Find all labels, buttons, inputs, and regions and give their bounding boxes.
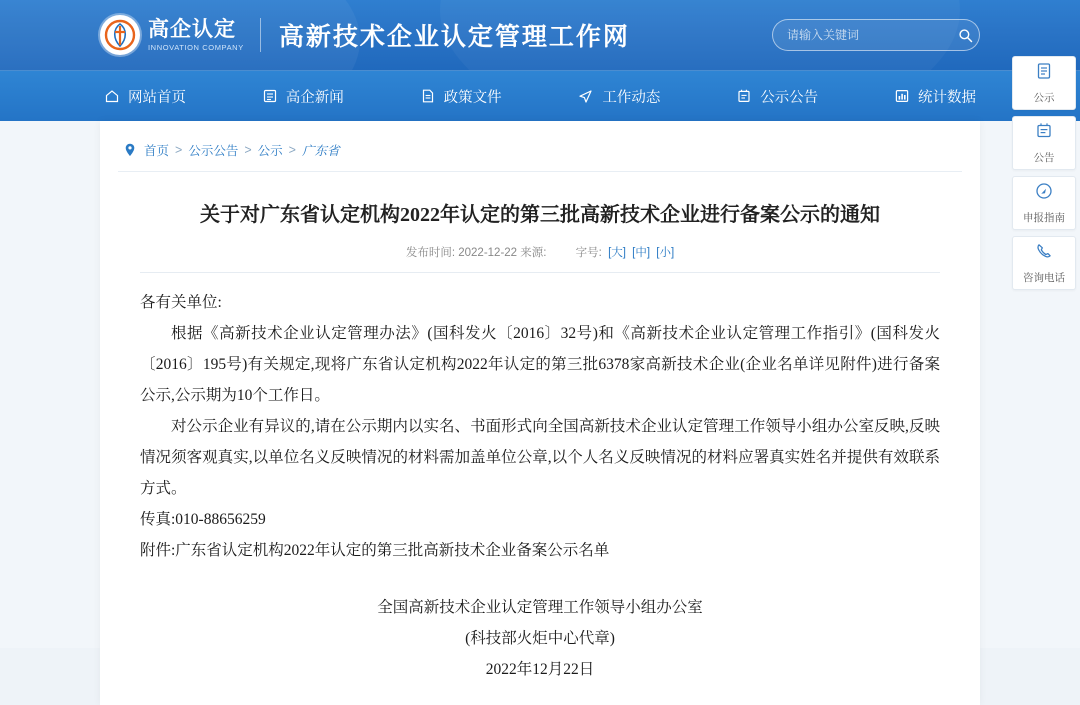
breadcrumb-item-announcement[interactable]: 公示公告 (188, 144, 239, 158)
article-attachment-line: 附件:广东省认定机构2022年认定的第三批高新技术企业备案公示名单 (140, 542, 610, 559)
send-icon (577, 88, 594, 105)
rail-item-phone[interactable] (1012, 236, 1076, 290)
article-paragraph: 各有关单位: (140, 294, 222, 311)
signature-seal: (科技部火炬中心代章) (465, 630, 615, 647)
breadcrumb (118, 121, 962, 172)
article-fax-line: 传真:010-88656259 (140, 511, 266, 528)
breadcrumb-separator: > (244, 143, 252, 157)
rail-label: 咨询电话 (1023, 272, 1065, 284)
breadcrumb-separator: > (288, 143, 296, 157)
announcement-icon (736, 88, 752, 104)
nav-item-home[interactable] (100, 86, 190, 107)
nav-label: 高企新闻 (285, 89, 344, 106)
nav-item-announcement[interactable] (732, 86, 822, 107)
notice-icon (1034, 121, 1054, 146)
article-signature (140, 592, 940, 685)
phone-icon (1034, 241, 1054, 266)
article-body (140, 273, 940, 685)
nav-item-policy[interactable] (416, 86, 506, 107)
article-paragraph: 对公示企业有异议的,请在公示期内以实名、书面形式向全国高新技术企业认定管理工作领导小组办公室反映,反映情况须客观真实,以单位名义反映情况的材料需加盖单位公章,以个人名义反映情况的材料应署真实姓名并提供有效联系方式。 (140, 418, 940, 497)
news-icon (262, 88, 278, 104)
fontsize-large-button[interactable]: [大] (608, 247, 626, 259)
logo-text-en: INNOVATION COMPANY (148, 42, 244, 52)
rail-item-publicity[interactable] (1012, 56, 1076, 110)
article-meta (140, 244, 940, 273)
search-input[interactable] (773, 28, 952, 42)
home-icon (104, 88, 120, 104)
fontsize-label: 字号: (575, 247, 602, 259)
rail-item-guide[interactable] (1012, 176, 1076, 230)
breadcrumb-item-publicity[interactable]: 公示 (257, 144, 283, 158)
site-header (0, 0, 1080, 70)
nav-label: 统计数据 (917, 89, 976, 106)
rail-label: 公告 (1033, 152, 1055, 164)
location-pin-icon (124, 143, 136, 157)
publicity-icon (1034, 61, 1054, 86)
publish-time-value: 2022-12-22 (458, 247, 518, 259)
page-title: 高新技术企业认定管理工作网 (278, 24, 630, 51)
nav-label: 公示公告 (760, 89, 819, 106)
nav-item-worktrends[interactable] (573, 86, 664, 107)
logo-text-cn: 高企认定 (148, 17, 236, 41)
publish-time-label: 发布时间: (405, 247, 456, 259)
nav-label: 工作动态 (602, 89, 661, 106)
nav-item-statistics[interactable] (890, 86, 980, 107)
rail-label: 申报指南 (1023, 212, 1065, 224)
search-box[interactable] (772, 19, 980, 51)
side-rail (1012, 56, 1074, 290)
chart-icon (894, 88, 910, 104)
nav-item-news[interactable] (258, 86, 348, 107)
rail-item-notice[interactable] (1012, 116, 1076, 170)
breadcrumb-item-current[interactable]: 广东省 (301, 144, 340, 158)
content-panel (100, 121, 980, 705)
main-nav (0, 70, 1080, 121)
breadcrumb-item-home[interactable]: 首页 (144, 144, 170, 158)
signature-date: 2022年12月22日 (485, 661, 595, 678)
site-logo[interactable] (100, 15, 244, 55)
logo-mark-icon (100, 15, 140, 55)
rail-label: 公示 (1033, 92, 1055, 104)
source-label: 来源: (520, 247, 547, 259)
fontsize-small-button[interactable]: [小] (656, 247, 675, 259)
breadcrumb-separator: > (175, 143, 183, 157)
guide-icon (1034, 181, 1054, 206)
search-icon[interactable] (952, 21, 979, 49)
nav-label: 网站首页 (128, 89, 186, 106)
article (100, 172, 980, 685)
header-divider (260, 18, 261, 52)
article-paragraph: 根据《高新技术企业认定管理办法》(国科发火〔2016〕32号)和《高新技术企业认定管理工作指引》(国科发火〔2016〕195号)有关规定,现将广东省认定机构2022年认定的第三批6378家高新技术企业(企业名单详见附件)进行备案公示,公示期为10个工作日。 (140, 325, 940, 404)
signature-org: 全国高新技术企业认定管理工作领导小组办公室 (377, 599, 703, 616)
article-title: 关于对广东省认定机构2022年认定的第三批高新技术企业进行备案公示的通知 (200, 204, 880, 226)
document-icon (420, 88, 436, 104)
nav-label: 政策文件 (443, 89, 502, 106)
fontsize-medium-button[interactable]: [中] (632, 247, 651, 259)
